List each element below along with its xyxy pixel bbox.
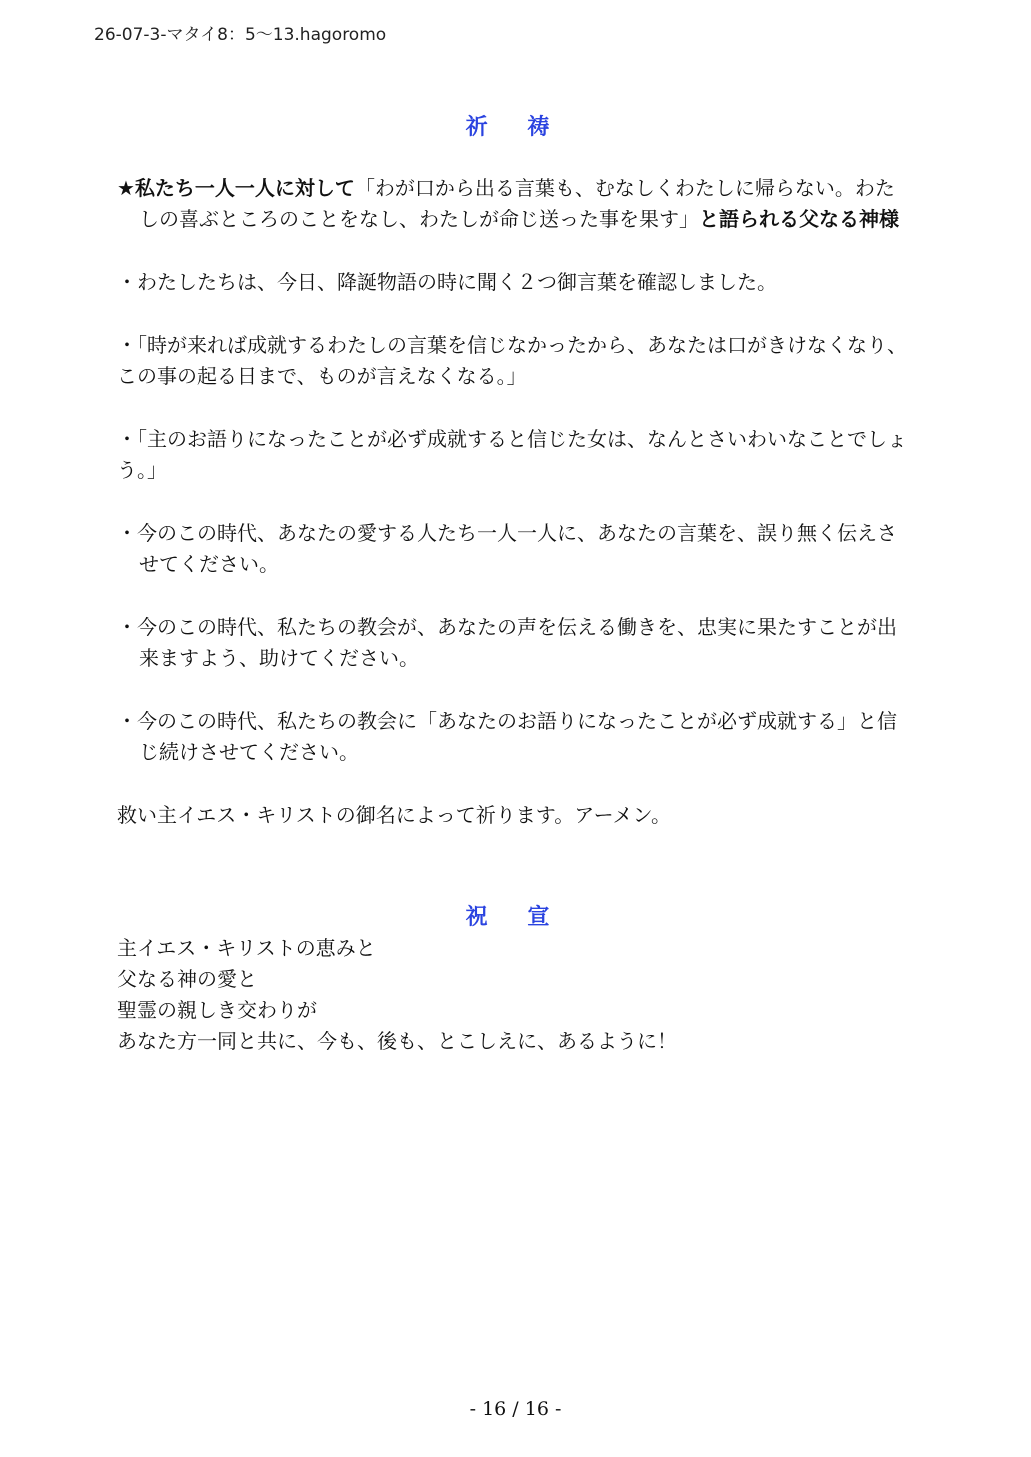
benediction-line: 主イエス・キリストの恵みと — [117, 936, 376, 960]
document-filename: 26-07-3-マタイ8：5〜13.hagoromo — [94, 25, 387, 45]
prayer-intro — [117, 173, 907, 235]
benediction-body — [117, 933, 907, 1057]
prayer-paragraph-2: ・「時が来れば成就するわたしの言葉を信じなかったから、あなたは口がきけなくなり、この事の起る日まで、ものが言えなくなる。」 — [117, 333, 907, 388]
prayer-paragraph-1: ・わたしたちは、今日、降誕物語の時に聞く２つ御言葉を確認しました。 — [117, 270, 777, 294]
prayer-closing: 救い主イエス・キリストの御名によって祈ります。アーメン。 — [117, 803, 671, 827]
benediction-line: 父なる神の愛と — [117, 967, 257, 991]
intro-bold-start: 私たち一人一人に対して — [134, 176, 355, 200]
p6-quote: 「あなたのお語りになったことが必ず成就する」 — [417, 709, 857, 733]
benediction-line: あなた方一同と共に、今も、後も、とこしえに、あるように！ — [117, 1029, 677, 1053]
star-mark: ★ — [117, 176, 135, 200]
intro-bold-end: と語られる父なる神様 — [699, 207, 899, 231]
page-number: - 16 / 16 - — [469, 1398, 562, 1420]
intro-quote: 「わが口から出る言葉も、むなしくわたしに帰らない。わたしの喜ぶところのことをなし、わたしが命じ送った事を果す」 — [139, 176, 895, 231]
prayer-heading: 祈 祷 — [465, 115, 566, 140]
prayer-paragraph-6 — [117, 706, 907, 768]
p6-before: ・今のこの時代、私たちの教会に — [117, 709, 417, 733]
benediction-line: 聖霊の親しき交わりが — [117, 998, 317, 1022]
p6-after: と信じ続けさせてください。 — [139, 709, 897, 764]
prayer-paragraph-3: ・「主のお語りになったことが必ず成就すると信じた女は、なんとさいわいなことでしょう。」 — [117, 427, 907, 482]
prayer-body — [117, 173, 907, 831]
prayer-paragraph-4: ・今のこの時代、あなたの愛する人たち一人一人に、あなたの言葉を、誤り無く伝えさせてください。 — [117, 521, 897, 576]
prayer-paragraph-5: ・今のこの時代、私たちの教会が、あなたの声を伝える働きを、忠実に果たすことが出来ますよう、助けてください。 — [117, 615, 897, 670]
benediction-heading: 祝 宣 — [465, 905, 566, 930]
